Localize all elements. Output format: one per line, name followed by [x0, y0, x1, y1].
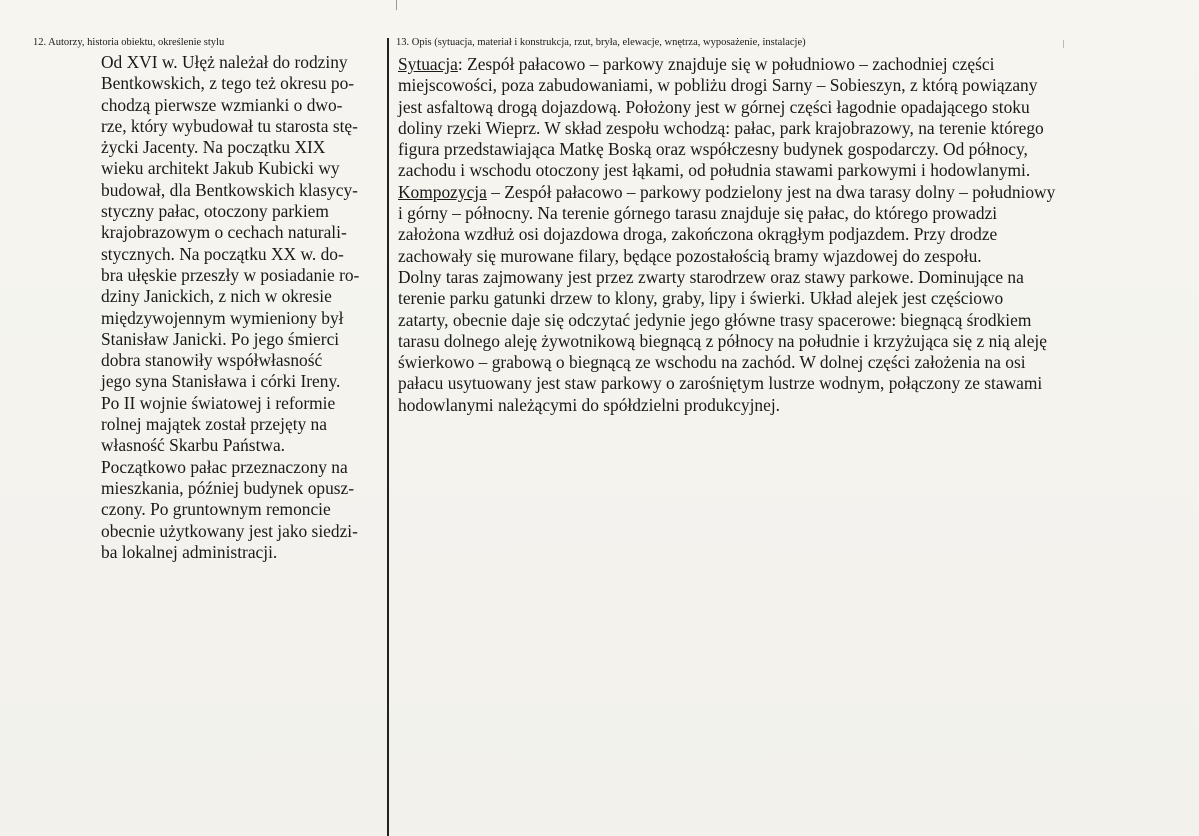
history-line: Od XVI w. Ułęż należał do rodziny	[101, 52, 348, 72]
description-line: figura przedstawiająca Matkę Boską oraz współczesny budynek gospodarczy. Od północy,	[398, 139, 1028, 160]
description-line: jest asfaltową drogą dojazdową. Położony jest w górnej części łagodnie opadającego stoku	[398, 96, 1030, 117]
history-line: chodzą pierwsze wzmianki o dwo-	[101, 94, 343, 115]
history-line: rolnej majątek został przejęty na	[101, 414, 327, 435]
description-line: świerkowo – grabową o biegnącą ze wschodu na zachód. W dolnej części założenia na osi	[398, 352, 1026, 373]
history-line: jego syna Stanisława i córki Ireny.	[101, 371, 341, 392]
description-line: i górny – północny. Na terenie górnego tarasu znajduje się pałac, do którego prowadzi	[398, 203, 998, 224]
history-text	[101, 52, 383, 563]
description-line: założona wzdłuż osi dojazdowa droga, zakończona okrągłym podjazdem. Przy drodze	[398, 224, 998, 245]
description-heading: 13. Opis (sytuacja, materiał i konstrukcja, rzut, bryła, elewacje, wnętrza, wyposażenie, instalacje)	[396, 37, 806, 48]
description-section	[396, 36, 1136, 416]
description-line: doliny rzeki Wieprz. W skład zespołu wchodzą: pałac, park krajobrazowy, na terenie którego	[398, 117, 1044, 138]
history-line: życki Jacenty. Na początku XIX	[101, 137, 326, 158]
history-line: Początkowo pałac przeznaczony na	[101, 456, 348, 477]
history-line: czony. Po gruntownym remoncie	[101, 499, 331, 520]
history-line: bra ułęskie przeszły w posiadanie ro-	[101, 264, 360, 285]
kompozycja-first-line-text: – Zespół pałacowo – parkowy podzielony jest na dwa tarasy dolny – południowy	[486, 181, 1056, 202]
description-line: zatarty, obecnie daje się odczytać jedynie jego główne trasy spacerowe: biegnącą środkiem	[398, 309, 1032, 330]
history-line: Stanisław Janicki. Po jego śmierci	[101, 328, 340, 349]
history-line: budował, dla Bentkowskich klasycy-	[101, 179, 358, 200]
kompozycja-label: Kompozycja	[398, 181, 487, 202]
history-line: ba lokalnej administracji.	[101, 541, 278, 562]
description-line: miejscowości, poza zabudowaniami, w pobliżu drogi Sarny – Sobieszyn, z którą powiązany	[398, 75, 1038, 96]
history-line: mieszkania, później budynek opusz-	[101, 477, 355, 498]
history-line: rze, który wybudował tu starosta stę-	[101, 115, 358, 136]
description-line: zachowały się murowane filary, będące pozostałością bramy wjazdowej do zespołu.	[398, 245, 982, 266]
history-line: Bentkowskich, z tego też okresu po-	[101, 73, 355, 94]
description-text	[398, 54, 1136, 416]
history-line: własność Skarbu Państwa.	[101, 435, 286, 456]
page-tick-mark	[396, 0, 397, 10]
history-line: dobra stanowiły współwłasność	[101, 350, 323, 371]
description-line: Dolny taras zajmowany jest przez zwarty starodrzew oraz stawy parkowe. Dominujące na	[398, 266, 1024, 287]
history-line: międzywojennym wymieniony był	[101, 307, 344, 328]
history-line: stycznych. Na początku XX w. do-	[101, 243, 344, 264]
history-heading: 12. Autorzy, historia obiektu, określenie stylu	[33, 37, 225, 48]
history-line: krajobrazowym o cechach naturali-	[101, 222, 347, 243]
history-line: obecnie użytkowany jest jako siedzi-	[101, 520, 358, 541]
column-divider	[387, 38, 389, 836]
history-line: styczny pałac, otoczony parkiem	[101, 201, 329, 222]
description-line: zachodu i wschodu otoczony jest łąkami, od południa stawami parkowymi i hodowlanymi.	[398, 160, 1031, 181]
description-line: terenie parku gatunki drzew to klony, graby, lipy i świerki. Układ alejek jest częściowo	[398, 288, 1004, 309]
description-line: pałacu usytuowany jest staw parkowy o zarośniętym lustrze wodnym, połączony ze stawami	[398, 373, 1043, 394]
history-line: Po II wojnie światowej i reformie	[101, 392, 336, 413]
kompozycja-first-line	[398, 182, 1136, 203]
description-line: tarasu dolnego aleję żywotnikową biegnącą z północy na południe i krzyżująca się z nią aleję	[398, 330, 1047, 351]
sytuacja-label: Sytuacja	[398, 54, 458, 74]
history-section	[33, 36, 383, 563]
history-line: wieku architekt Jakub Kubicki wy	[101, 158, 340, 179]
sytuacja-first-line	[398, 54, 1136, 75]
description-line: hodowlanymi należącymi do spółdzielni produkcyjnej.	[398, 394, 781, 415]
sytuacja-first-line-text: : Zespół pałacowo – parkowy znajduje się w południowo – zachodniej części	[457, 54, 995, 74]
history-line: dziny Janickich, z nich w okresie	[101, 286, 332, 307]
